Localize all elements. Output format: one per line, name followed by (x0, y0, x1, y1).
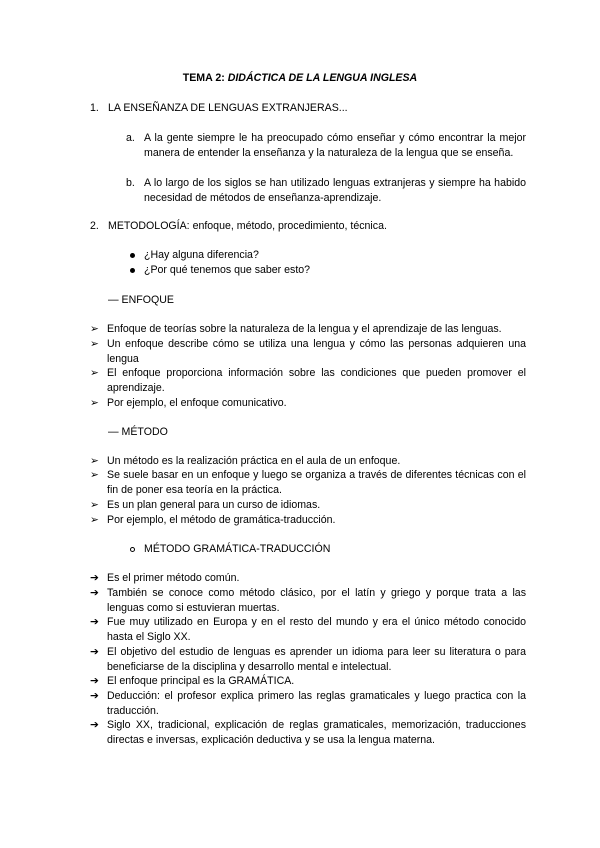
arrow-bullet-icon: ➢ (90, 338, 99, 350)
arrow-bullet-icon: ➔ (90, 587, 99, 599)
list-item (90, 366, 526, 396)
list-item-text: También se conoce como método clásico, por el latín y griego y porque trata a las lenguas como si estuvieran muertas. (107, 587, 526, 614)
list-item-text: Siglo XX, tradicional, explicación de reglas gramaticales, memorización, traducciones directas e inversas, explicación deductiva y se usa la lengua materna. (107, 719, 526, 746)
list-item (90, 396, 526, 411)
arrow-bullet-icon: ➢ (90, 323, 99, 335)
list-item (90, 571, 526, 586)
question-2: ¿Por qué tenemos que saber esto? (144, 264, 311, 276)
list-item (90, 645, 526, 675)
arrow-bullet-icon: ➔ (90, 675, 99, 687)
section1-item-a-marker: a. (126, 132, 135, 144)
arrow-bullet-icon: ➢ (90, 514, 99, 526)
list-item (90, 513, 526, 528)
list-item (90, 718, 526, 748)
bullet-dot-icon (130, 253, 135, 258)
title-main: DIDÁCTICA DE LA LENGUA INGLESA (227, 72, 418, 84)
list-item (90, 468, 526, 498)
list-item (90, 615, 526, 645)
arrow-bullet-icon: ➢ (90, 397, 99, 409)
arrow-bullet-icon: ➔ (90, 616, 99, 628)
page-title (0, 71, 600, 86)
title-prefix: TEMA 2: (182, 72, 228, 84)
list-item (90, 337, 526, 367)
list-item-text: Por ejemplo, el método de gramática-traducción. (107, 514, 336, 526)
list-item-text: Se suele basar en un enfoque y luego se organiza a través de diferentes técnicas con el fin de poner esa teoría en la práctica. (107, 469, 526, 496)
metodo-heading: — MÉTODO (108, 426, 168, 438)
list-item-text: El enfoque principal es la GRAMÁTICA. (107, 675, 295, 687)
arrow-bullet-icon: ➔ (90, 719, 99, 731)
list-item (90, 454, 526, 469)
list-item-text: El enfoque proporciona información sobre las condiciones que pueden promover el aprendizaje. (107, 367, 526, 394)
list-item-text: Enfoque de teorías sobre la naturaleza de la lengua y el aprendizaje de las lenguas. (107, 323, 502, 335)
list-item-text: Es el primer método común. (107, 572, 240, 584)
arrow-bullet-icon: ➔ (90, 646, 99, 658)
arrow-bullet-icon: ➔ (90, 572, 99, 584)
arrow-bullet-icon: ➔ (90, 690, 99, 702)
section1-item-b-marker: b. (126, 177, 135, 189)
list-item-text: Fue muy utilizado en Europa y en el resto del mundo y era el único método conocido hasta el Siglo XX. (107, 616, 526, 643)
section1-heading: LA ENSEÑANZA DE LENGUAS EXTRANJERAS... (108, 102, 348, 114)
list-item-text: Deducción: el profesor explica primero las reglas gramaticales y luego practica con la traducción. (107, 690, 526, 717)
list-item (90, 586, 526, 616)
arrow-bullet-icon: ➢ (90, 469, 99, 481)
list-item-text: Es un plan general para un curso de idiomas. (107, 499, 321, 511)
arrow-bullet-icon: ➢ (90, 367, 99, 379)
section1-item-a-text: A la gente siempre le ha preocupado cómo enseñar y cómo encontrar la mejor manera de entender la enseñanza y la naturaleza de la lengua que se enseña. (144, 132, 526, 159)
question-1: ¿Hay alguna diferencia? (144, 249, 259, 261)
section2-heading: METODOLOGÍA: enfoque, método, procedimiento, técnica. (108, 220, 387, 232)
section1-item-b-text: A lo largo de los siglos se han utilizado lenguas extranjeras y siempre ha habido necesidad de métodos de enseñanza-aprendizaje. (144, 177, 526, 204)
list-item (90, 689, 526, 719)
arrow-bullet-icon: ➢ (90, 455, 99, 467)
list-item (90, 322, 526, 337)
list-item-text: Por ejemplo, el enfoque comunicativo. (107, 397, 287, 409)
list-item-text: El objetivo del estudio de lenguas es aprender un idioma para leer su literatura o para beneficiarse de la disciplina y desarrollo mental e intelectual. (107, 646, 526, 673)
list-item (90, 674, 526, 689)
bullet-dot-icon (130, 268, 135, 273)
list-item (90, 498, 526, 513)
list-item-text: Un método es la realización práctica en el aula de un enfoque. (107, 455, 401, 467)
gramatica-heading: MÉTODO GRAMÁTICA-TRADUCCIÓN (144, 543, 331, 555)
enfoque-heading: — ENFOQUE (108, 294, 174, 306)
section1-number: 1. (90, 102, 99, 114)
list-item-text: Un enfoque describe cómo se utiliza una lengua y cómo las personas adquieren una lengua (107, 338, 526, 365)
hollow-bullet-icon (130, 547, 135, 552)
section2-number: 2. (90, 220, 99, 232)
arrow-bullet-icon: ➢ (90, 499, 99, 511)
